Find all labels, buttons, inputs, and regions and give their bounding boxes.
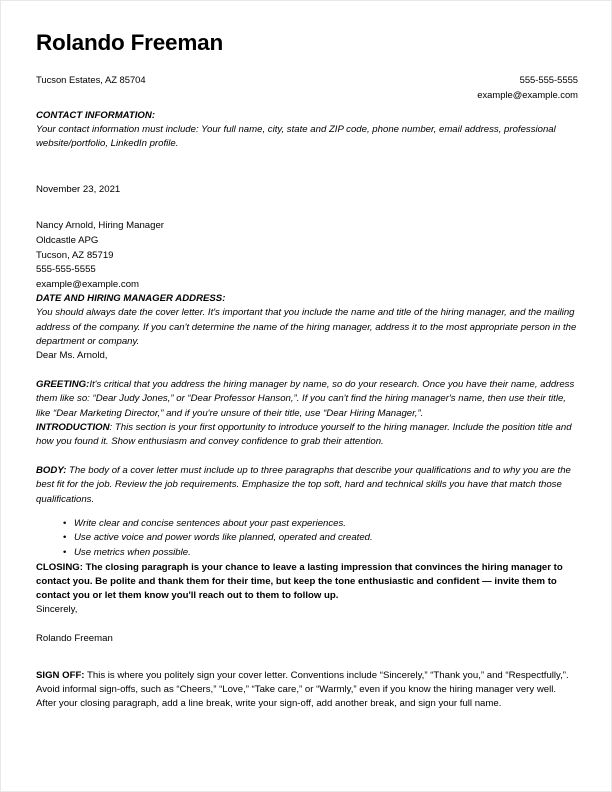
header-contact-row [36, 72, 578, 100]
introduction-paragraph [36, 421, 578, 449]
signature-name: Rolando Freeman [36, 633, 113, 645]
closing-label: CLOSING: [36, 561, 83, 573]
introduction-body: : This section is your first opportunity to introduce yourself to the hiring manager. Include the position title and how you found it. Show enthusiasm and convey confidence to grab their attention. [36, 421, 572, 447]
closing-body: The closing paragraph is your chance to leave a lasting impression that convinces the hiring manager to contact you. Be polite and thank them for their time, but keep the tone enthusiastic and confident — invite them to contact you or let them know you'll reach out to them to follow up. [36, 561, 563, 601]
contact-information-label: CONTACT INFORMATION: [36, 109, 156, 121]
bullet-icon: • [63, 546, 67, 558]
body-label: BODY: [36, 465, 67, 477]
body-bullet-list [36, 517, 578, 561]
recipient-company: Oldcastle APG [36, 234, 99, 246]
introduction-label: INTRODUCTION [36, 421, 110, 433]
list-item [63, 546, 578, 561]
list-item-text: Use metrics when possible. [74, 546, 191, 558]
list-item [63, 517, 578, 532]
date-and-address-body: You should always date the cover letter. It's important that you include the name and title of the hiring manager, and the mailing address of the company. If you can't determine the name of the hiring manager, address it to the most appropriate person in the department or company. [36, 307, 577, 347]
sign-off-body: This is where you politely sign your cover letter. Conventions include “Sincerely,” “Thank you,” and “Respectfully,”. Avoid informal sign-offs, such as “Cheers,” “Love,” “Take care,” or “Warmly,” even if you know the hiring manager very well. After your closing paragraph, add a line break, write your sign-off, add another break, and sign your full name. [36, 669, 569, 709]
recipient-email: example@example.com [36, 278, 140, 290]
sign-off-paragraph [36, 669, 578, 712]
greeting-paragraph [36, 378, 578, 421]
list-item [63, 531, 578, 546]
salutation: Dear Ms. Arnold, [36, 349, 108, 361]
spacer [36, 151, 578, 183]
spacer [36, 507, 578, 517]
bullet-icon: • [63, 517, 67, 529]
letter-date: November 23, 2021 [36, 184, 121, 196]
recipient-name-title: Nancy Arnold, Hiring Manager [36, 220, 164, 232]
body-body: The body of a cover letter must include up to three paragraphs that describe your qualifications and to why you are the best fit for the job. Review the job requirements. Emphasize the top soft, hard and technical skills you have that match those qualifications. [36, 465, 571, 505]
sender-email: example@example.com [477, 88, 578, 100]
bullet-icon: • [63, 532, 67, 544]
recipient-address-block [36, 219, 578, 292]
spacer [36, 363, 578, 378]
list-item-text: Write clear and concise sentences about your past experiences. [74, 517, 346, 529]
spacer [36, 617, 578, 632]
sender-address: Tucson Estates, AZ 85704 [36, 73, 146, 85]
greeting-label: GREETING: [36, 379, 90, 391]
greeting-body: It's critical that you address the hiring manager by name, so do your research. Once you have their name, address them like so: “Dear Judy Jones,” or “Dear Professor Hanson,”. If you can't find the hiring manager's name, then use their title, like “Dear Marketing Director,” and if you're unsure of their title, use “Dear Hiring Manager,”. [36, 379, 575, 419]
sign-off-line: Sincerely, [36, 604, 78, 616]
date-and-address-label: DATE AND HIRING MANAGER ADDRESS: [36, 293, 226, 305]
spacer [36, 449, 578, 464]
body-paragraph [36, 464, 578, 507]
spacer [36, 197, 578, 219]
spacer [36, 647, 578, 669]
page-title: Rolando Freeman [36, 30, 224, 55]
letter-content [36, 31, 578, 711]
sign-off-label: SIGN OFF: [36, 669, 85, 681]
closing-paragraph [36, 561, 578, 604]
recipient-phone: 555-555-5555 [36, 264, 96, 276]
list-item-text: Use active voice and power words like planned, operated and created. [74, 532, 373, 544]
sender-contact-block [477, 72, 578, 102]
contact-information-body: Your contact information must include: Your full name, city, state and ZIP code, phone number, email address, professional website/portfolio, LinkedIn profile. [36, 123, 556, 149]
recipient-city-state-zip: Tucson, AZ 85719 [36, 249, 114, 261]
sender-phone: 555-555-5555 [519, 73, 578, 85]
